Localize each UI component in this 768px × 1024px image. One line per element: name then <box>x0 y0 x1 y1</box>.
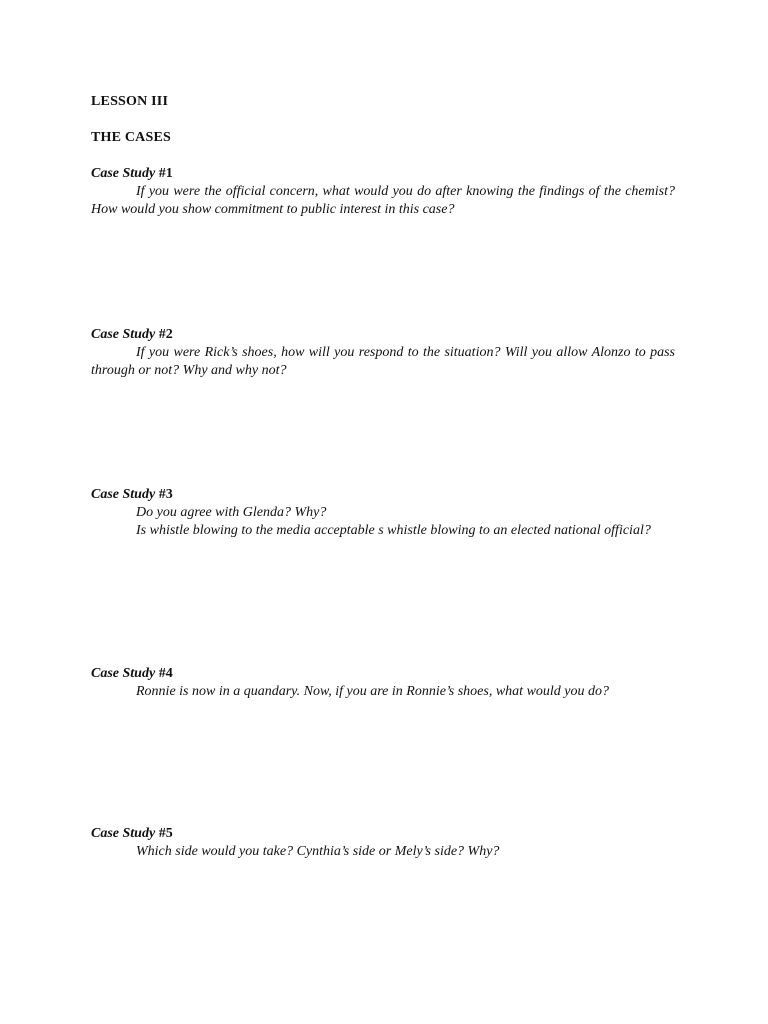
case-question: If you were Rick’s shoes, how will you respond to the situation? Will you allow Alonzo to pass through or not? Why and why not? <box>91 345 675 378</box>
case-number: #1 <box>158 166 173 181</box>
case-study-4-title <box>91 665 675 683</box>
case-study-4 <box>91 665 675 701</box>
case-study-1 <box>91 165 675 219</box>
case-question: Is whistle blowing to the media acceptable s whistle blowing to an elected national official? <box>136 523 651 538</box>
case-number: #5 <box>158 826 173 841</box>
case-study-5 <box>91 825 675 861</box>
case-study-3-title <box>91 486 675 504</box>
case-study-1-title <box>91 165 675 183</box>
case-label: Case Study <box>91 487 156 502</box>
case-label: Case Study <box>91 666 156 681</box>
case-study-2-title <box>91 326 675 344</box>
case-label: Case Study <box>91 826 156 841</box>
case-label: Case Study <box>91 166 156 181</box>
case-study-5-title <box>91 825 675 843</box>
case-number: #4 <box>158 666 173 681</box>
case-study-2 <box>91 326 675 380</box>
case-study-3 <box>91 486 675 540</box>
case-question: Which side would you take? Cynthia’s side or Mely’s side? Why? <box>136 844 500 859</box>
case-question: Ronnie is now in a quandary. Now, if you are in Ronnie’s shoes, what would you do? <box>136 684 610 699</box>
lesson-heading: LESSON III <box>91 94 169 109</box>
section-heading: THE CASES <box>91 130 171 145</box>
case-question: If you were the official concern, what would you do after knowing the findings of the chemist? How would you show commitment to public interest in this case? <box>91 184 675 217</box>
case-number: #2 <box>158 327 173 342</box>
case-question: Do you agree with Glenda? Why? <box>136 505 327 520</box>
case-number: #3 <box>158 487 173 502</box>
case-label: Case Study <box>91 327 156 342</box>
